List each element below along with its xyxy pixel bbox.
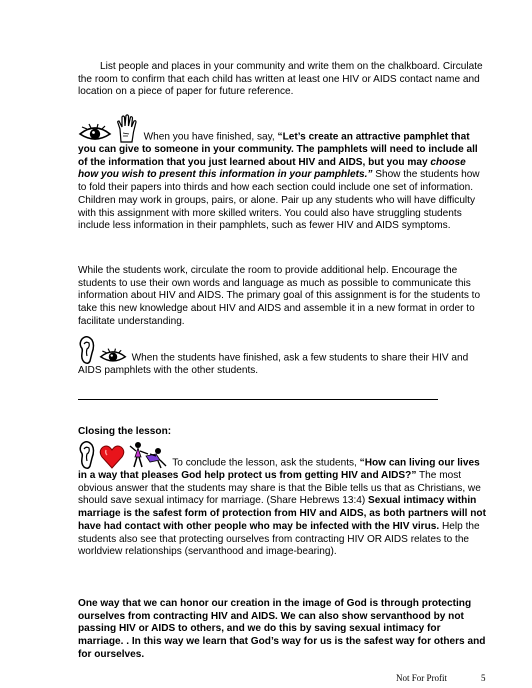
icon-group-ear-heart-people	[78, 440, 168, 470]
page-number: 5	[481, 673, 486, 683]
paragraph-create-pamphlet	[78, 114, 486, 233]
paragraph-honor-creation: One way that we can honor our creation in the image of God is through protecting ourselves from contracting HIV and AIDS. We can also show servanthood by not passing HIV or AIDS to others, and we do this by saving sexual intimacy for marriage. . In this way we learn that God’s way for us is the safest way for others and for ourselves.	[78, 598, 486, 660]
conclude-intro-text: To conclude the lesson, ask the students,	[169, 457, 360, 469]
conclude-question: “How can living our lives in a way that pleases God help protect us from getting HIV and AIDS?”	[78, 457, 480, 481]
conclude-answer-text: The most obvious answer that the students may share is that the Bible tells us that as Christians, we should save sexual intimacy for marriage. (Share Hebrews 13:4)	[78, 470, 481, 507]
share-pamphlets-text: When the students have finished, ask a few students to share their HIV and AIDS pamphlets with the other students.	[78, 352, 469, 376]
people-helping-icon	[128, 440, 168, 470]
conclude-worldview-text: Help the students also see that protecting ourselves from contracting HIV OR AIDS relates to the worldview relationships (servanthood and image-bearing).	[78, 520, 480, 558]
pamphlet-quote-italic: choose how you wish to present this information in your pamphlets.”	[78, 156, 466, 181]
closing-heading: Closing the lesson:	[78, 426, 172, 437]
hand-icon	[115, 114, 139, 144]
pamphlet-instructions-text: Show the students how to fold their papers into thirds and how each section could include one set of information. Children may work in groups, pairs, or alone. Pair up any students who will have difficulty with this assignment with more skilled writers. You could also have struggling students include less information in their pamphlets, such as fewer HIV and AIDS symptoms.	[78, 169, 480, 232]
paragraph-students-work: While the students work, circulate the room to provide additional help. Encourage the students to use their own words and language as much as possible to communicate this information about HIV and AIDS. The primary goal of this assignment is for the students to take this new knowledge about HIV and AIDS and assemble it in a new format in order to facilitate understanding.	[78, 265, 481, 327]
footer-label: Not For Profit	[396, 673, 448, 683]
paragraph-share-pamphlets	[78, 335, 486, 378]
paragraph-conclude-lesson	[78, 440, 486, 559]
paragraph-list-people: List people and places in your community and write them on the chalkboard. Circulate the room to confirm that each child has written at least one HIV or AIDS contact name and location on a piece of paper for future reference.	[78, 61, 483, 98]
pamphlet-intro-text: When you have finished, say,	[140, 131, 278, 143]
eye-icon	[78, 122, 112, 144]
section-divider	[78, 399, 438, 400]
eye-icon	[99, 347, 127, 365]
conclude-key-point: Sexual intimacy within marriage is the safest form of protection from HIV and AIDS, as both partners will not have had contact with other people who may be infected with the HIV virus.	[78, 495, 486, 532]
ear-icon	[78, 440, 96, 470]
pamphlet-quote: “Let’s create an attractive pamphlet that you can give to someone in your community. The pamphlets will need to include all of the information that you just learned about HIV and AIDS, but you may	[78, 131, 478, 168]
icon-group-ear-eye	[78, 335, 127, 365]
ear-icon	[78, 335, 96, 365]
heart-icon	[99, 444, 125, 470]
icon-group-eye-hand	[78, 114, 139, 144]
